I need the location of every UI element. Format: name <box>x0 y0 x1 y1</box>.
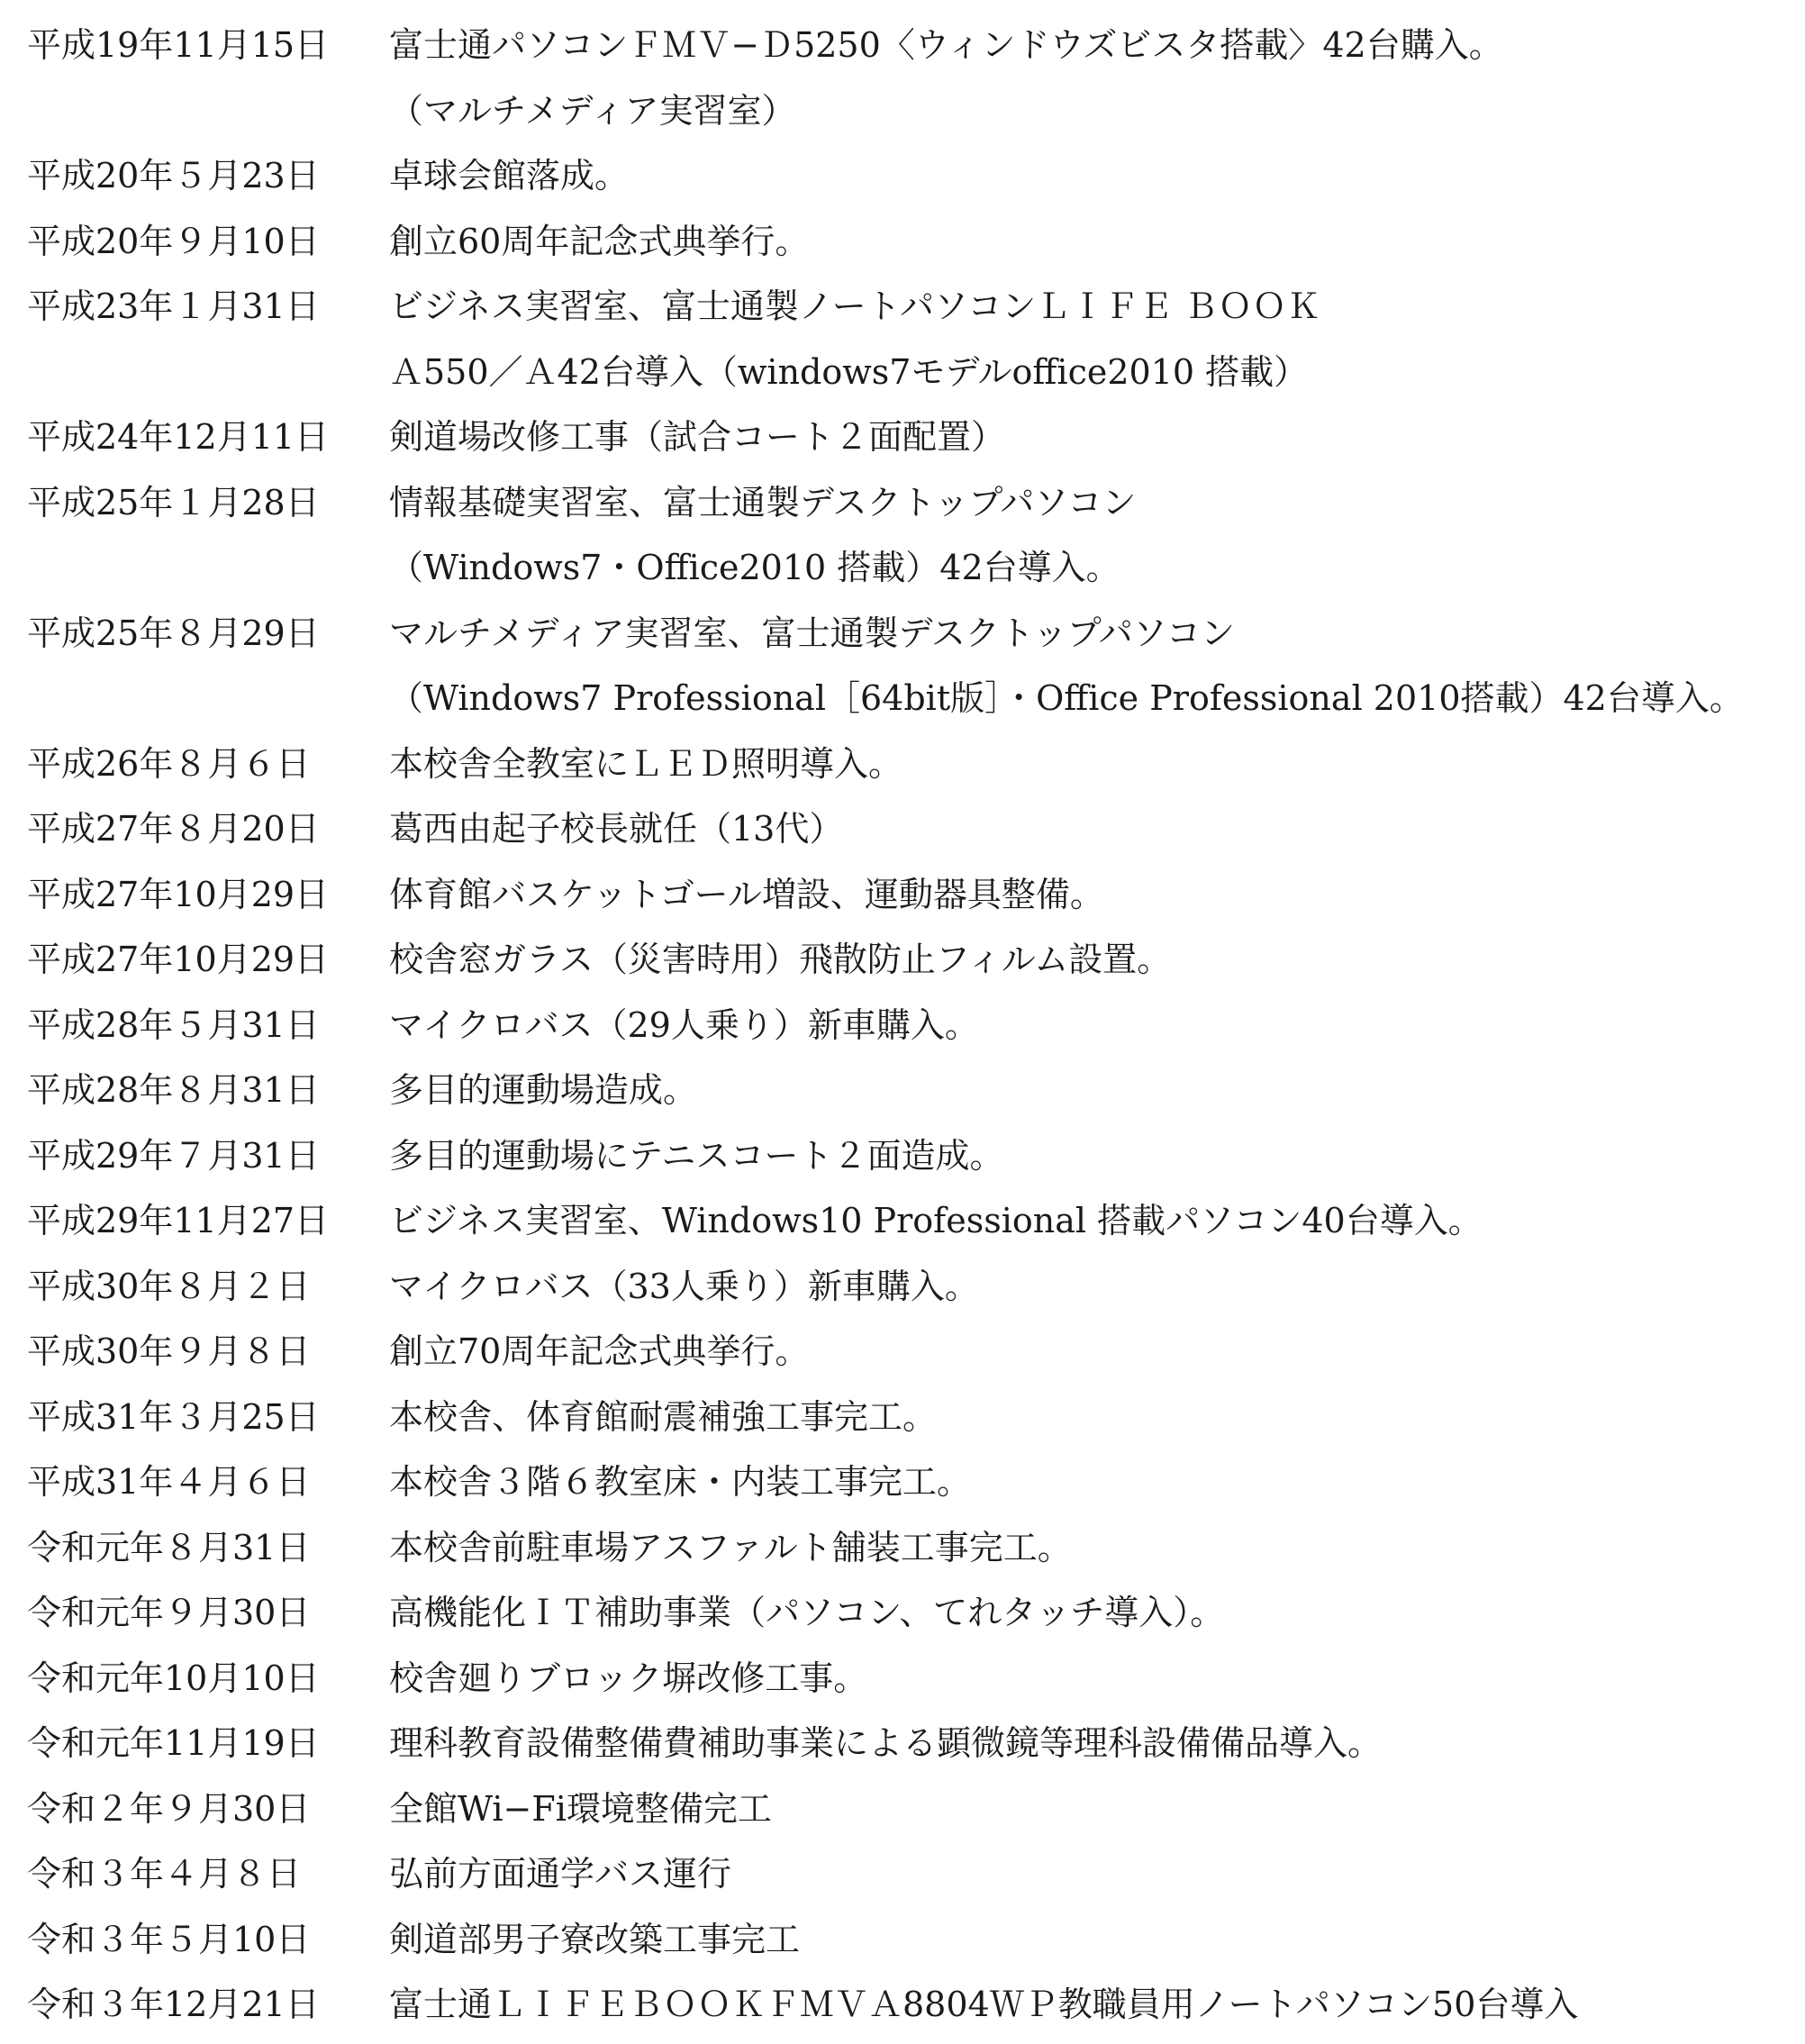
entry-description-line: マイクロバス（33人乗り）新車購入。 <box>389 1266 979 1306</box>
timeline-entry <box>27 731 1792 797</box>
entry-date: 平成27年８月20日 <box>27 809 320 849</box>
entry-date: 平成29年11月27日 <box>27 1201 330 1240</box>
timeline-entry <box>27 927 1792 993</box>
entry-description-line: 本校舎、体育館耐震補強工事完工。 <box>389 1396 938 1437</box>
entry-description-line: 多目的運動場造成。 <box>389 1070 698 1110</box>
entry-description-line: 卓球会館落成。 <box>389 156 630 195</box>
entry-description <box>389 1058 1792 1123</box>
timeline-entry <box>27 1319 1792 1385</box>
entry-description-line: 高機能化ＩＴ補助事業（パソコン、てれタッチ導入）。 <box>389 1593 1225 1632</box>
timeline-entry <box>27 209 1792 275</box>
entry-description-line: 創立70周年記念式典挙行。 <box>389 1331 810 1371</box>
timeline-entry <box>27 862 1792 928</box>
entry-description <box>389 1188 1792 1254</box>
timeline-entry <box>27 470 1792 601</box>
entry-date: 平成29年７月31日 <box>27 1135 320 1176</box>
entry-description <box>389 1319 1792 1385</box>
entry-description <box>389 1841 1792 1907</box>
entry-description <box>389 1449 1792 1515</box>
entry-description <box>389 1580 1792 1646</box>
timeline-entry <box>27 1254 1792 1320</box>
timeline-entry <box>27 1449 1792 1515</box>
history-timeline <box>27 13 1792 2038</box>
entry-date: 平成26年８月６日 <box>27 743 311 784</box>
entry-description <box>389 404 1792 470</box>
timeline-entry <box>27 1972 1792 2038</box>
timeline-entry <box>27 143 1792 209</box>
timeline-entry <box>27 601 1792 731</box>
entry-description-line: 校舎廻りブロック塀改修工事。 <box>389 1658 868 1698</box>
entry-date: 平成31年４月６日 <box>27 1462 311 1502</box>
entry-description-line: 体育館バスケットゴール増設、運動器具整備。 <box>389 874 1104 914</box>
entry-date: 令和３年12月21日 <box>27 1985 320 2024</box>
entry-date: 平成20年５月23日 <box>27 156 320 195</box>
entry-date: 平成28年８月31日 <box>27 1070 320 1110</box>
entry-date: 令和元年９月30日 <box>27 1593 311 1632</box>
entry-description-line: （マルチメディア実習室） <box>389 90 796 131</box>
entry-date: 平成25年８月29日 <box>27 613 320 653</box>
entry-description <box>389 862 1792 928</box>
timeline-entry <box>27 1123 1792 1189</box>
timeline-entry <box>27 1776 1792 1842</box>
entry-description-line: （Windows7・Office2010 搭載）42台導入。 <box>389 548 1120 587</box>
entry-date: 令和元年11月19日 <box>27 1723 320 1763</box>
timeline-entry <box>27 1580 1792 1646</box>
entry-description <box>389 274 1792 404</box>
entry-description-line: Ａ550／Ａ42台導入（windows7モデルoffice2010 搭載） <box>389 351 1309 392</box>
timeline-entry <box>27 1188 1792 1254</box>
timeline-entry <box>27 404 1792 470</box>
entry-description <box>389 993 1792 1058</box>
entry-date: 令和元年10月10日 <box>27 1658 320 1698</box>
entry-date: 平成31年３月25日 <box>27 1396 320 1437</box>
timeline-entry <box>27 993 1792 1058</box>
entry-description-line: 剣道場改修工事（試合コート２面配置） <box>389 417 1006 457</box>
entry-description-line: 情報基礎実習室、富士通製デスクトップパソコン <box>389 482 1137 522</box>
entry-description-line: 校舎窓ガラス（災害時用）飛散防止フィルム設置。 <box>389 940 1172 979</box>
entry-description <box>389 209 1792 275</box>
entry-date: 平成27年10月29日 <box>27 940 330 979</box>
entry-description <box>389 1515 1792 1581</box>
entry-date: 平成28年５月31日 <box>27 1004 320 1045</box>
entry-date: 令和３年４月８日 <box>27 1854 302 1894</box>
timeline-entry <box>27 1515 1792 1581</box>
entry-description <box>389 1254 1792 1320</box>
entry-date: 平成19年11月15日 <box>27 25 330 65</box>
entry-description <box>389 1907 1792 1973</box>
entry-description-line: （Windows7 Professional［64bit版］・Office Professional 2010搭載）42台導入。 <box>389 678 1744 718</box>
timeline-entry <box>27 13 1792 143</box>
entry-description-line: ビジネス実習室、Windows10 Professional 搭載パソコン40台導入。 <box>389 1201 1483 1240</box>
entry-description-line: 富士通パソコンＦＭＶ−Ｄ5250〈ウィンドウズビスタ搭載〉42台購入。 <box>389 25 1503 65</box>
entry-date: 令和元年８月31日 <box>27 1527 311 1567</box>
entry-description-line: 理科教育設備整備費補助事業による顕微鏡等理科設備備品導入。 <box>389 1723 1383 1763</box>
entry-description <box>389 1776 1792 1842</box>
entry-description <box>389 143 1792 209</box>
timeline-entry <box>27 1646 1792 1712</box>
timeline-entry <box>27 1385 1792 1450</box>
entry-description-line: 本校舎３階６教室床・内装工事完工。 <box>389 1462 972 1502</box>
timeline-entry <box>27 1841 1792 1907</box>
entry-description <box>389 1646 1792 1712</box>
entry-description <box>389 1385 1792 1450</box>
entry-description-line: 葛西由起子校長就任（13代） <box>389 809 844 849</box>
timeline-entry <box>27 1907 1792 1973</box>
timeline-entry <box>27 796 1792 862</box>
entry-description-line: 剣道部男子寮改築工事完工 <box>389 1919 801 1959</box>
entry-date: 平成30年８月２日 <box>27 1266 311 1306</box>
entry-description <box>389 927 1792 993</box>
entry-description <box>389 470 1792 601</box>
entry-date: 令和３年５月10日 <box>27 1919 311 1959</box>
entry-description-line: 全館Wi−Fi環境整備完工 <box>389 1788 772 1829</box>
entry-description-line: 弘前方面通学バス運行 <box>389 1854 732 1894</box>
entry-description-line: 本校舎前駐車場アスファルト舗装工事完工。 <box>389 1527 1072 1567</box>
entry-description-line: 富士通ＬＩＦＥＢＯＯＫＦＭＶＡ8804ＷＰ教職員用ノートパソコン50台導入 <box>389 1985 1579 2024</box>
entry-description <box>389 796 1792 862</box>
entry-description-line: ビジネス実習室、富士通製ノートパソコンＬＩＦＥ ＢＯＯＫ <box>389 286 1321 326</box>
timeline-entry <box>27 274 1792 404</box>
entry-description-line: 創立60周年記念式典挙行。 <box>389 221 810 261</box>
entry-description-line: マイクロバス（29人乗り）新車購入。 <box>389 1004 979 1045</box>
timeline-entry <box>27 1058 1792 1123</box>
entry-description-line: 多目的運動場にテニスコート２面造成。 <box>389 1135 1004 1176</box>
entry-date: 平成27年10月29日 <box>27 874 330 914</box>
entry-description-line: マルチメディア実習室、富士通製デスクトップパソコン <box>389 613 1235 653</box>
entry-date: 令和２年９月30日 <box>27 1788 311 1829</box>
entry-date: 平成20年９月10日 <box>27 221 320 261</box>
entry-description <box>389 1972 1792 2038</box>
entry-description <box>389 601 1792 731</box>
entry-description-line: 本校舎全教室にＬＥＤ照明導入。 <box>389 743 903 784</box>
entry-date: 平成30年９月８日 <box>27 1331 311 1371</box>
entry-description <box>389 13 1792 143</box>
entry-date: 平成25年１月28日 <box>27 482 320 522</box>
timeline-entry <box>27 1711 1792 1776</box>
entry-date: 平成23年１月31日 <box>27 286 320 326</box>
entry-description <box>389 1711 1792 1776</box>
entry-description <box>389 1123 1792 1189</box>
entry-date: 平成24年12月11日 <box>27 417 330 457</box>
entry-description <box>389 731 1792 797</box>
